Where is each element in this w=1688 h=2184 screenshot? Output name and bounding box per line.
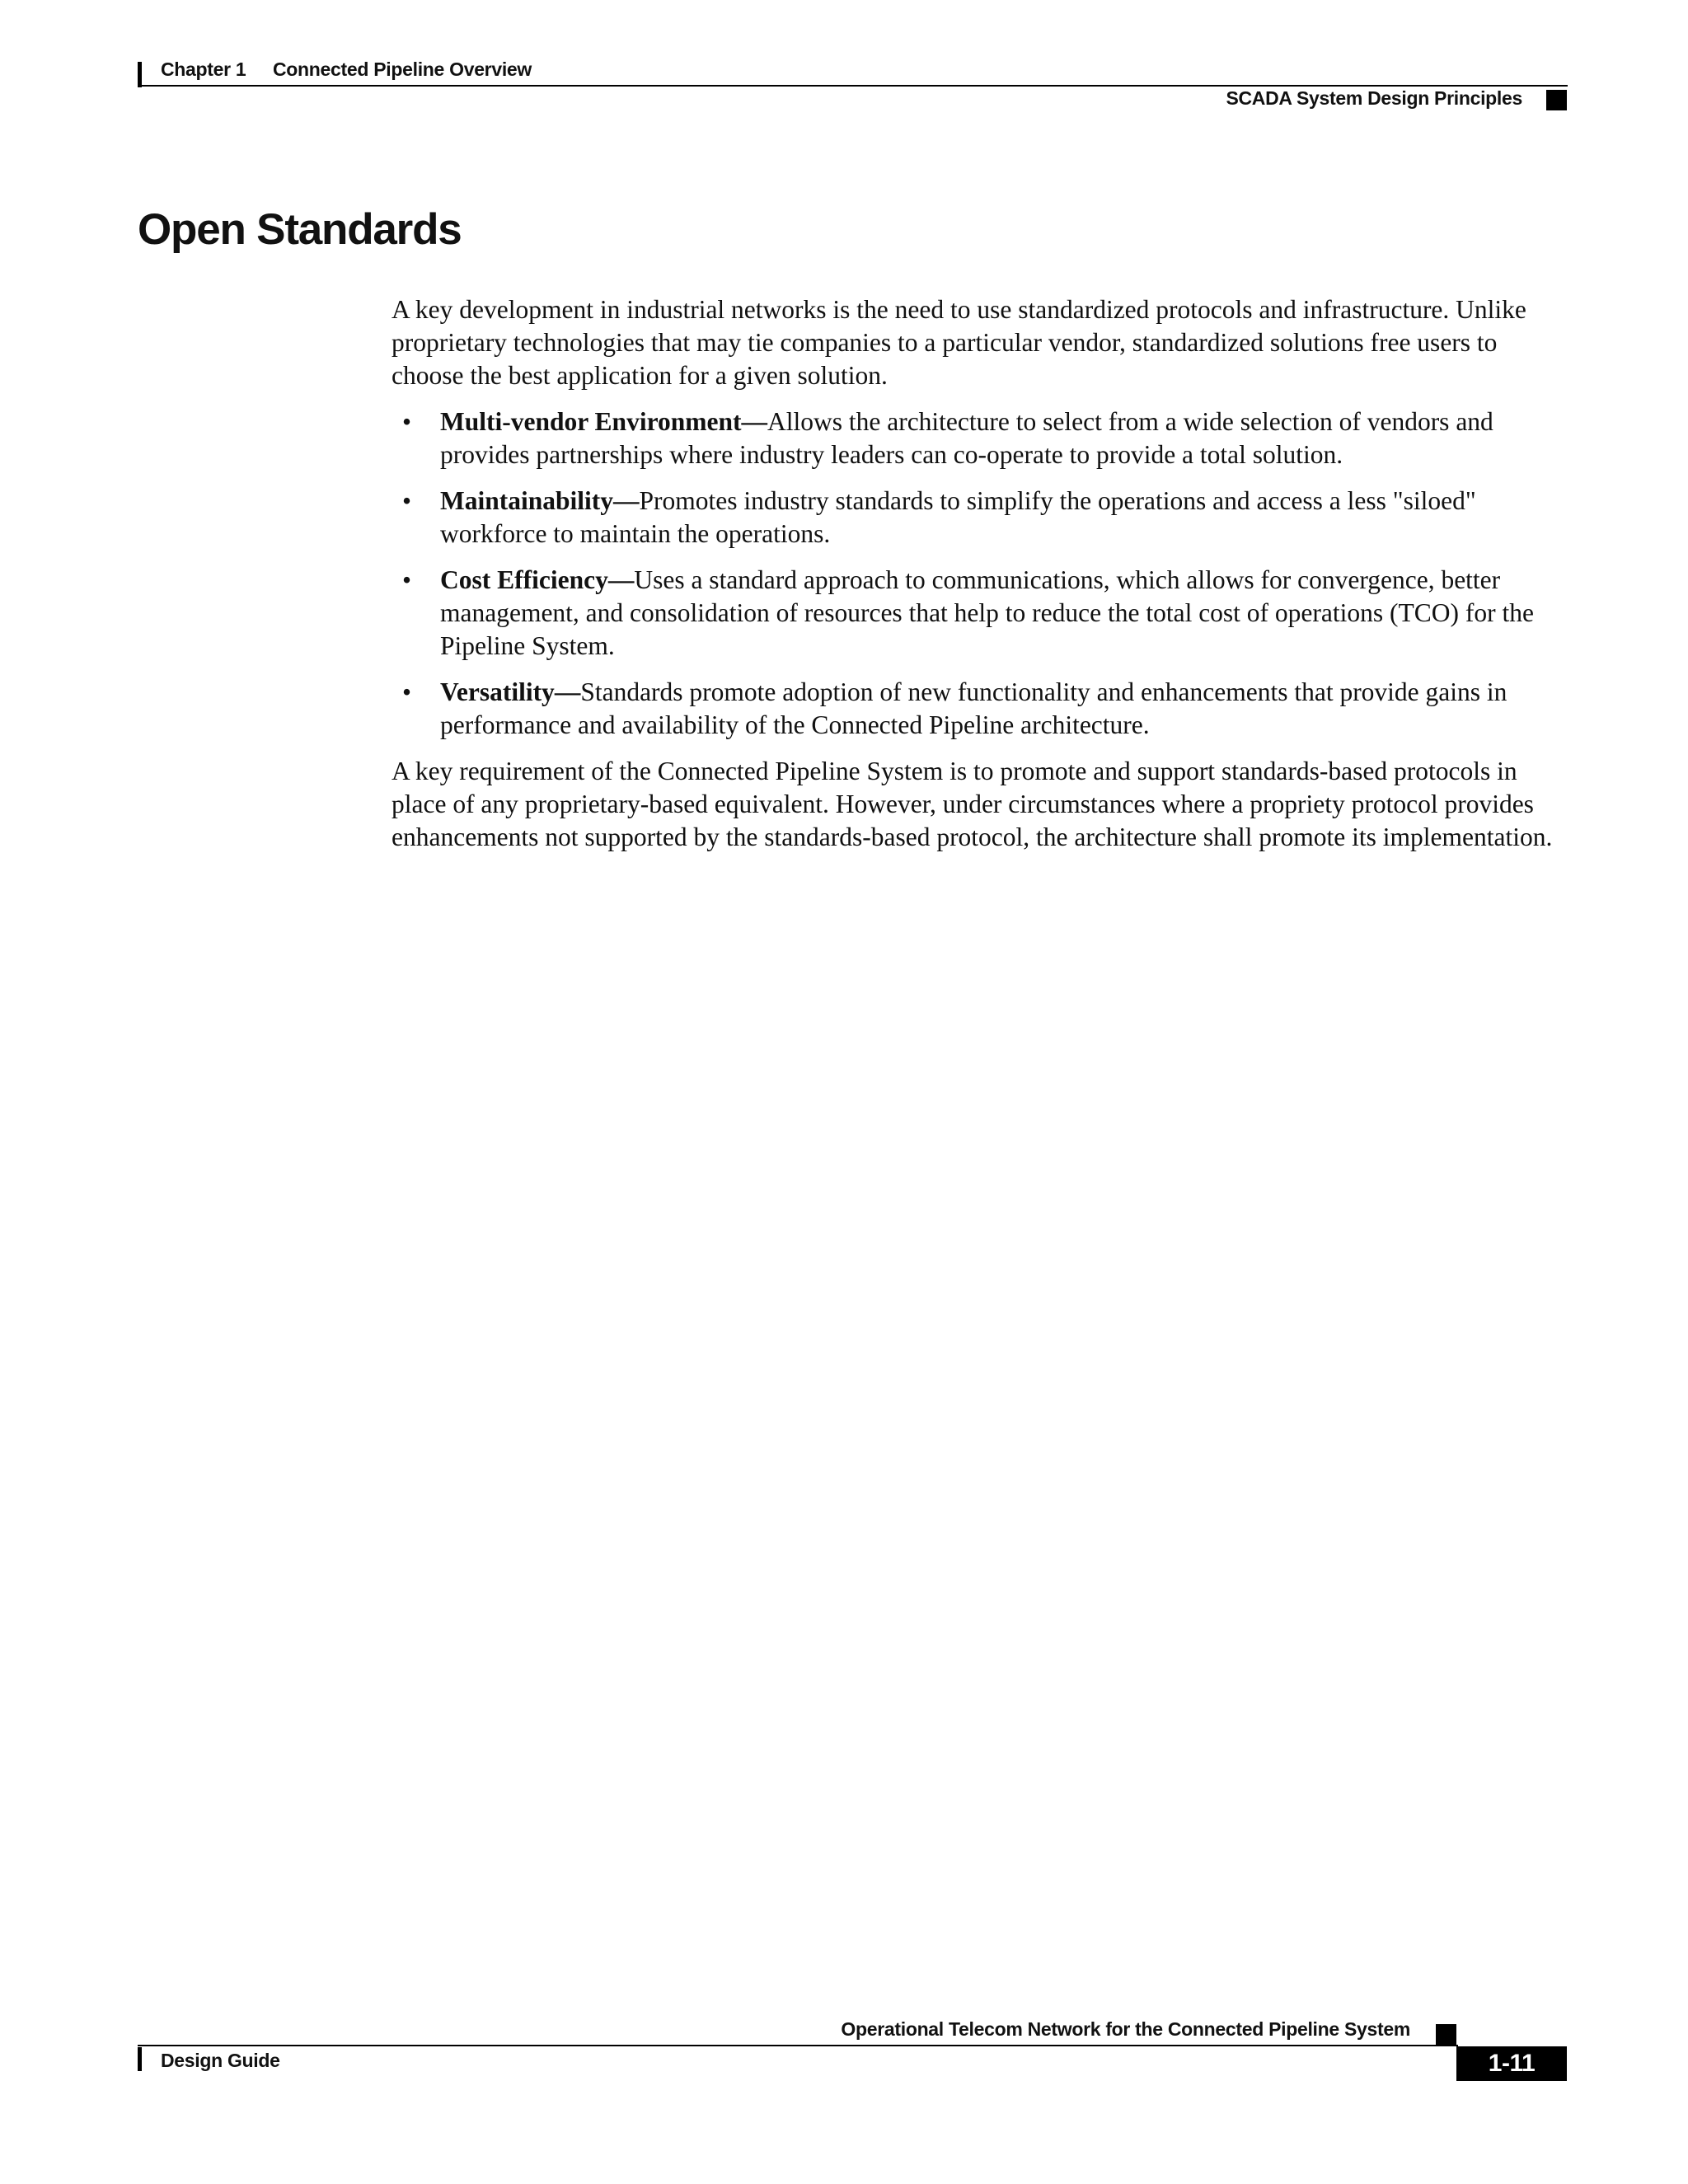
header-chapter-title: Connected Pipeline Overview bbox=[273, 59, 532, 80]
body-content bbox=[392, 293, 1570, 854]
header-rule bbox=[138, 85, 1568, 87]
header-left-bar bbox=[138, 62, 142, 87]
footer-document-title: Operational Telecom Network for the Connected Pipeline System bbox=[841, 2018, 1410, 2040]
header-chapter-label: Chapter 1 bbox=[161, 59, 246, 80]
bullet-term: Versatility bbox=[440, 677, 555, 706]
bullet-dash: — bbox=[607, 565, 635, 594]
bullet-marker: • bbox=[402, 486, 412, 515]
bullet-list bbox=[392, 405, 1570, 742]
footer-guide-label: Design Guide bbox=[161, 2050, 280, 2071]
list-item bbox=[392, 676, 1570, 742]
bullet-text: Promotes industry standards to simplify the operations and access a less "siloed" workforce to maintain the operations. bbox=[440, 486, 1476, 548]
page-number: 1-11 bbox=[1456, 2046, 1567, 2081]
list-item bbox=[392, 485, 1570, 551]
header-square-marker bbox=[1546, 90, 1567, 110]
page-title: Open Standards bbox=[138, 205, 462, 254]
intro-paragraph: A key development in industrial networks is the need to use standardized protocols and infrastructure. Unlike proprietary technologies that may tie companies to a particular vendor, standardized solutions free users to choose the best application for a given solution. bbox=[392, 295, 1526, 390]
bullet-dash: — bbox=[554, 677, 581, 706]
bullet-term: Cost Efficiency bbox=[440, 565, 608, 594]
bullet-dash: — bbox=[613, 486, 640, 515]
header-section-title: SCADA System Design Principles bbox=[1226, 87, 1522, 109]
bullet-text: Allows the architecture to select from a wide selection of vendors and provides partnerships where industry leaders can co-operate to provide a total solution. bbox=[440, 407, 1493, 469]
bullet-term: Multi-vendor Environment bbox=[440, 407, 742, 436]
bullet-text: Standards promote adoption of new functionality and enhancements that provide gains in performance and availability of the Connected Pipeline architecture. bbox=[440, 677, 1507, 739]
bullet-marker: • bbox=[402, 677, 412, 706]
footer-rule bbox=[138, 2045, 1458, 2046]
bullet-term: Maintainability bbox=[440, 486, 614, 515]
bullet-marker: • bbox=[402, 407, 412, 436]
list-item bbox=[392, 564, 1570, 663]
bullet-text: Uses a standard approach to communications, which allows for convergence, better management, and consolidation of resources that help to reduce the total cost of operations (TCO) for the Pipeline System. bbox=[440, 565, 1534, 660]
closing-paragraph: A key requirement of the Connected Pipeline System is to promote and support standards-based protocols in place of any proprietary-based equivalent. However, under circumstances where a propriety protocol provides enhancements not supported by the standards-based protocol, the architecture shall promote its implementation. bbox=[392, 757, 1553, 851]
footer-square-marker bbox=[1436, 2024, 1456, 2045]
bullet-marker: • bbox=[402, 565, 412, 594]
bullet-dash: — bbox=[741, 407, 767, 436]
footer-left-bar bbox=[138, 2047, 142, 2071]
list-item bbox=[392, 405, 1570, 471]
